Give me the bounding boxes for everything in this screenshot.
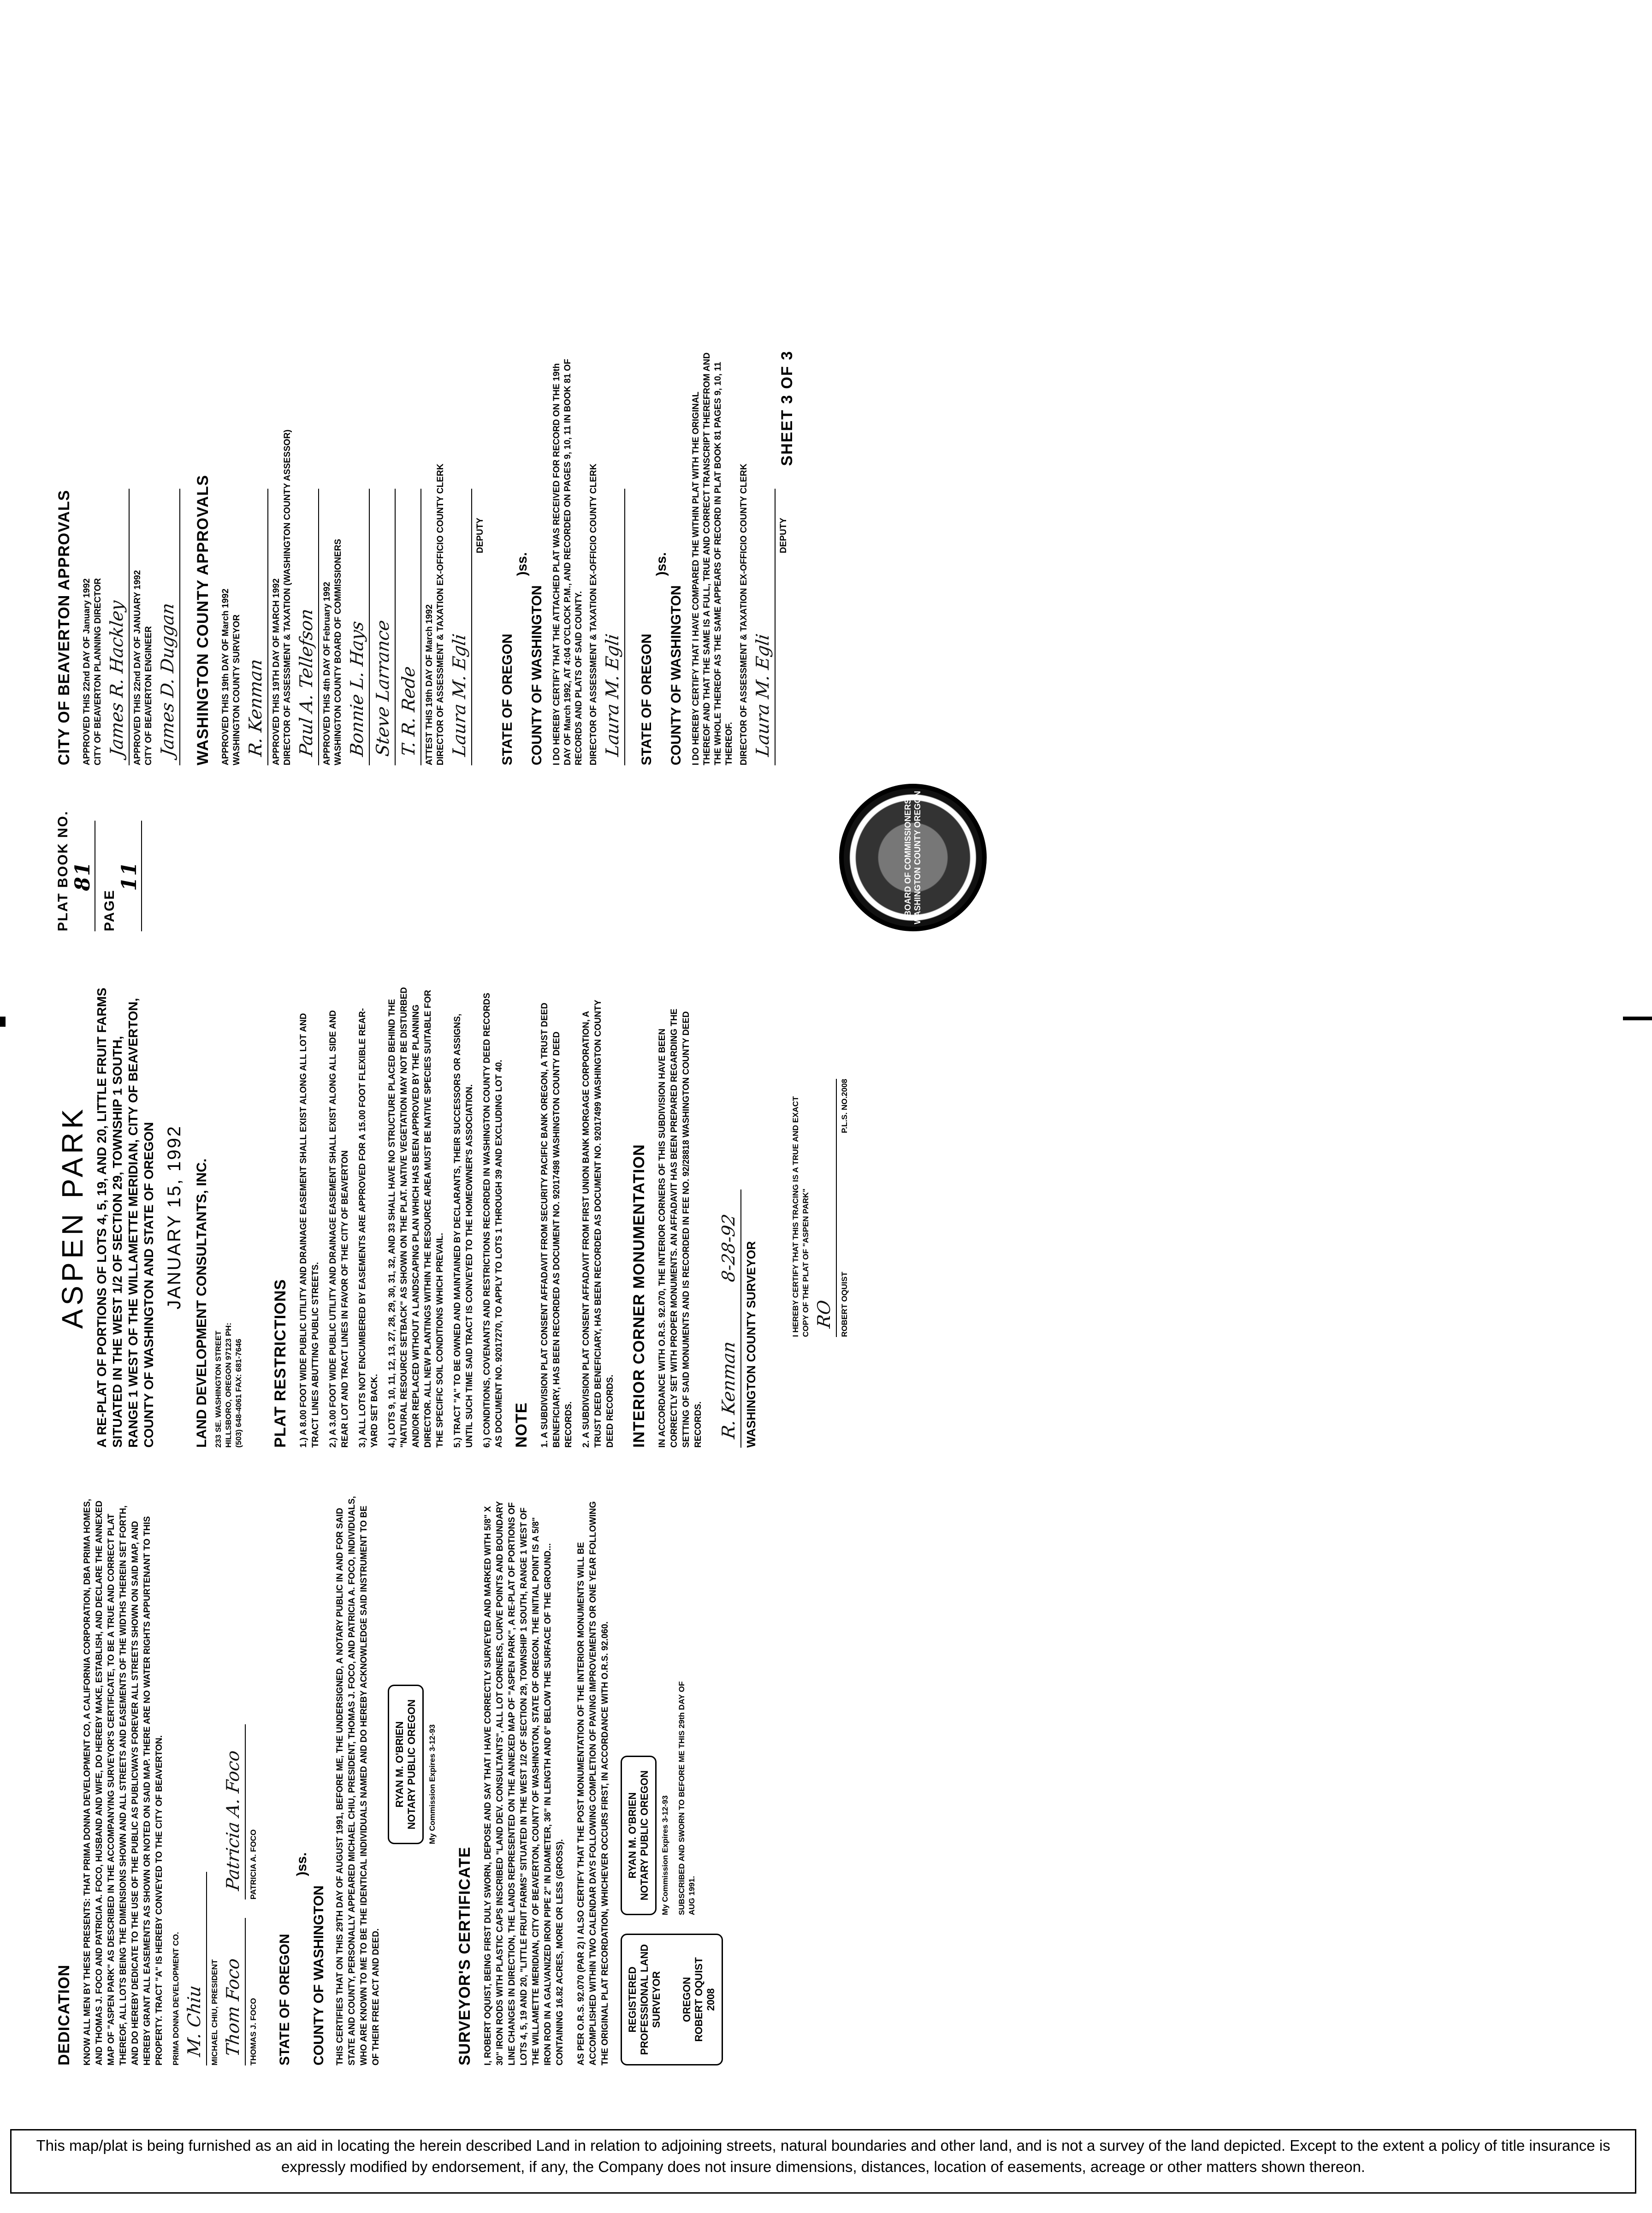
plat-book-label-text: PLAT BOOK NO. bbox=[55, 810, 71, 931]
recording-body: I DO HEREBY CERTIFY THAT THE ATTACHED PLAT WAS RECEIVED FOR RECORD ON THE 19th DAY OF March 1992, AT 4:04 O'CLOCK P.M., AND RECORDED ON PAGES 9, 10, 11 IN BOOK 81 OF RECORDS AND PLATS OF SAID COUNTY. bbox=[552, 359, 584, 765]
compare-sig bbox=[752, 489, 776, 765]
commissioner-sig1-scrawl: Bonnie L. Hays bbox=[347, 620, 367, 758]
restriction-item: 6.) CONDITIONS, COVENANTS AND RESTRICTIONS RECORDED IN WASHINGTON COUNTY DEED RECORDS AS DOCUMENT NO. 92017270, TO APPLY TO LOTS 1 THROUGH 39 AND EXCLUDING LOT 40. bbox=[482, 993, 504, 1448]
beaverton-sig2 bbox=[157, 489, 180, 765]
dedication-body: KNOW ALL MEN BY THESE PRESENTS: THAT PRIMA DONNA DEVELOPMENT CO, A CALIFORNIA CORPORATION, DBA PRIMA HOMES, AND THOMAS J. FOCO AND PATRICIA A. FOCO, HUSBAND AND WIFE, DO HEREBY MAKE, ESTABLISH, AND DECLARE THE ANNEXED MAP OF "ASPEN PARK" AS DESCRIBED IN THE ACCOMPANYING SURVEYOR'S CERTIFICATE, TO BE A TRUE AND CORRECT PLAT THEREOF, ALL LOTS BEING THE DIMENSIONS SHOWN AND ALL STREETS AND EASEMENTS OF THE WIDTHS THEREIN SET FORTH, AND DO HEREBY DEDICATE TO THE USE OF THE PUBLIC AS PUBLICWAYS FOREVER ALL STREETS SHOWN ON SAID MAP, AND HEREBY GRANT ALL EASEMENTS AS SHOWN OR NOTED ON SAID MAP. THERE ARE NO WATER RIGHTS APPURTENANT TO THIS PROPERTY. TRACT "A" IS HEREBY CONVEYED TO THE CITY OF BEAVERTON. bbox=[83, 1498, 164, 2065]
beaverton-row2: APPROVED THIS 22nd DAY OF JANUARY 1992 bbox=[133, 570, 142, 765]
restriction-item: 4.) LOTS 9, 10, 11, 12, 13, 27, 28, 29, 30, 31, 32, AND 33 SHALL HAVE NO STRUCTURE PLACED BEHIND THE "NATURAL RESOURCE SETBACK" AS SHOWN ON THE PLAT. NATIVE VEGETATION MAY NOT BE DISTURBED AND/OR REPLACED WITHOUT A LANDSCAPING PLAN WHICH HAS BEEN APPROVED BY THE PLANNING DIRECTOR. ALL NEW PLANTINGS WITHIN THE RESOURCE AREA MUST BE NATIVE SPECIES SUITABLE FOR THE SPECIFIC SOIL CONDITIONS WHICH PREVAIL. bbox=[387, 987, 445, 1448]
recording-ss: )ss. bbox=[515, 552, 530, 576]
beaverton-sig1-scrawl: James R. Hackley bbox=[107, 599, 127, 758]
edge-tick-right bbox=[1623, 1017, 1652, 1020]
compare-sig-scrawl: Laura M. Egli bbox=[752, 633, 773, 758]
plat-book-label bbox=[55, 793, 95, 931]
note-item: 1. A SUBDIVISION PLAT CONSENT AFFADAVIT FROM SECURITY PACIFIC BANK OREGON, A TRUST DEED BENEFICIARY, HAS BEEN RECORDED AS DOCUMENT NO. 92017498 WASHINGTON COUNTY DEED RECORDS. bbox=[540, 1002, 574, 1448]
firm-name: LAND DEVELOPMENT CONSULTANTS, INC. bbox=[194, 1158, 209, 1448]
notary1-expires: My Commission Expires 3-12-93 bbox=[428, 1724, 437, 1844]
surveyor-stamp-name: ROBERT OQUIST bbox=[693, 1957, 705, 2042]
commissioner-sig2-scrawl: Steve Larrance bbox=[373, 618, 393, 758]
signer-patricia: PATRICIA A. FOCO bbox=[249, 1829, 258, 1899]
county-seal-text: BOARD OF COMMISSIONERS WASHINGTON COUNTY OREGON bbox=[903, 791, 922, 924]
commissioner-sig2 bbox=[373, 489, 396, 765]
notary2-stamp bbox=[621, 1756, 657, 1915]
foco-thomas-signature: Thom Foco bbox=[223, 1957, 243, 2058]
restriction-item: 1.) A 8.00 FOOT WIDE PUBLIC UTILITY AND DRAINAGE EASEMENT SHALL EXIST ALONG ALL LOT AND TRACT LINES ABUTTING PUBLIC STREETS. bbox=[299, 1013, 320, 1448]
washington-attest-who: DIRECTOR OF ASSESSMENT & TAXATION EX-OFFICIO COUNTY CLERK bbox=[436, 463, 445, 765]
compare-body: I DO HEREBY CERTIFY THAT I HAVE COMPARED THE WITHIN PLAT WITH THE ORIGINAL THEREOF AND THAT THE SAME IS A FULL, TRUE AND CORRECT TRANSCRIPT THEREFROM AND THE WHOLE THEREOF AS THE SAME APPEARS OF RECORD IN PLAT BOOK 81 PAGES 9, 10, 11 THEREOF. bbox=[691, 352, 734, 765]
washington-sig2 bbox=[296, 489, 319, 765]
plat-book-number: 81 bbox=[71, 821, 95, 931]
commissioner-sig1 bbox=[347, 489, 370, 765]
restriction-item: 5.) TRACT "A" TO BE OWNED AND MAINTAINED BY DECLARANTS, THEIR SUCCESSORS OR ASSIGNS, UNTIL SUCH TIME SAID TRACT IS CONVEYED TO THE HOMEOWNER'S ASSOCIATION. bbox=[453, 1013, 474, 1448]
county-surveyor-signature-line bbox=[718, 1189, 741, 1448]
beaverton-heading: CITY OF BEAVERTON APPROVALS bbox=[55, 490, 73, 765]
title-column bbox=[55, 987, 850, 1448]
recording-sig-scrawl: Laura M. Egli bbox=[602, 633, 622, 758]
note-item: 2. A SUBDIVISION PLAT CONSENT AFFADAVIT FROM FIRST UNION BANK MORGAGE CORPORATION, A TRUST DEED BENEFICIARY, HAS BEEN RECORDED AS DOCUMENT NO. 92017499 WASHINGTON COUNTY DEED RECORDS. bbox=[581, 1000, 615, 1448]
dedication-heading: DEDICATION bbox=[55, 1964, 73, 2065]
foco-patricia-signature: Patricia A. Foco bbox=[223, 1749, 243, 1892]
washington-row1: APPROVED THIS 19th DAY OF March 1992 bbox=[221, 588, 231, 765]
notary1-ss: )ss. bbox=[294, 1852, 309, 1876]
washington-sig1 bbox=[245, 489, 268, 765]
washington-sig2-scrawl: Paul A. Tellefson bbox=[296, 607, 316, 758]
title-disclaimer: This map/plat is being furnished as an aid in locating the herein described Land in relation to adjoining streets, natural boundaries and other land, and is not a survey of the land depicted. Except to the extent a policy of title insurance is expressly modified by endorsement, if any, the Company does not insure dimensions, distances, location of easements, acreage or other matters shown thereon. bbox=[10, 2129, 1636, 2194]
tracing-signer: ROBERT OQUIST bbox=[840, 1272, 849, 1337]
company-signature-line bbox=[184, 1872, 207, 2065]
washington-row1-who: WASHINGTON COUNTY SURVEYOR bbox=[232, 614, 242, 765]
washington-heading: WASHINGTON COUNTY APPROVALS bbox=[194, 474, 212, 765]
tracing-body: I HEREBY CERTIFY THAT THIS TRACING IS A TRUE AND EXACT COPY OF THE PLAT OF "ASPEN PARK" bbox=[791, 1096, 810, 1337]
notary1-county: COUNTY OF WASHINGTON bbox=[311, 1885, 326, 2065]
washington-row2: APPROVED THIS 19TH DAY OF MARCH 1992 bbox=[272, 578, 281, 765]
washington-row2-who: DIRECTOR OF ASSESSMENT & TAXATION (WASHINGTON COUNTY ASSESSOR) bbox=[283, 429, 292, 765]
notary1-stamp bbox=[388, 1685, 424, 1844]
beaverton-row2-who: CITY OF BEAVERTON ENGINEER bbox=[144, 626, 154, 765]
sheet-number: SHEET 3 OF 3 bbox=[778, 350, 796, 466]
beaverton-sig1 bbox=[107, 489, 130, 765]
surveyor-subscribed: SUBSCRIBED AND SWORN TO BEFORE ME THIS 29th DAY OF AUG 1991. bbox=[677, 1681, 696, 1915]
edge-tick-left bbox=[0, 1017, 6, 1027]
compare-county: COUNTY OF WASHINGTON bbox=[669, 585, 684, 765]
interior-signer: WASHINGTON COUNTY SURVEYOR bbox=[744, 1241, 758, 1448]
compare-state: STATE OF OREGON bbox=[639, 633, 654, 765]
washington-sig1-scrawl: R. Kenman bbox=[245, 657, 266, 758]
plat-title: ASPEN PARK bbox=[56, 1105, 89, 1329]
notary1-state: STATE OF OREGON bbox=[277, 1934, 292, 2065]
notary2-expires: My Commission Expires 3-12-93 bbox=[661, 1795, 669, 1915]
signer-chiu: MICHAEL CHIU, PRESIDENT bbox=[210, 1959, 219, 2065]
compare-ss: )ss. bbox=[654, 552, 669, 576]
plat-date: JANUARY 15, 1992 bbox=[164, 1124, 184, 1310]
surveyor-cert-heading: SURVEYOR'S CERTIFICATE bbox=[456, 1846, 474, 2065]
rotated-plat bbox=[55, 101, 1577, 2065]
restriction-item: 3.) ALL LOTS NOT ENCUMBERED BY EASEMENTS ARE APPROVED FOR A 15.00 FOOT FLEXIBLE REAR-YARD SET BACK. bbox=[358, 1008, 379, 1448]
recording-sig bbox=[602, 489, 625, 765]
note-heading: NOTE bbox=[513, 1402, 530, 1448]
restriction-item: 2.) A 3.00 FOOT WIDE PUBLIC UTILITY AND DRAINAGE EASEMENT SHALL EXIST ALONG ALL SIDE AND REAR LOT AND TRACT LINES IN FAVOR OF THE CITY OF BEAVERTON bbox=[328, 1010, 350, 1448]
beaverton-sig2-scrawl: James D. Duggan bbox=[157, 601, 178, 758]
beaverton-row1-who: CITY OF BEAVERTON PLANNING DIRECTOR bbox=[93, 578, 103, 765]
recording-county: COUNTY OF WASHINGTON bbox=[529, 585, 545, 765]
surveyor-stamp-reg: REGISTERED PROFESSIONAL LAND SURVEYOR bbox=[627, 1944, 662, 2055]
plat-page bbox=[102, 793, 142, 931]
county-seal bbox=[839, 784, 987, 931]
notary1-stamp-name: RYAN M. O'BRIEN bbox=[394, 1721, 405, 1808]
interior-signed-date: 8-28-92 bbox=[718, 1213, 739, 1284]
interior-body: IN ACCORDANCE WITH O.R.S. 92.070, THE INTERIOR CORNERS OF THIS SUBDIVISION HAVE BEEN CORRECTLY SET WITH PROPER MONUMENTS. AN AFFADAVIT HAS BEEN PREPARED REGARDING THE SETTING OF SAID MONUMENTS AND IS RECORDED IN FEE NO. 92/28818 WASHINGTON COUNTY DEED RECORDS. bbox=[657, 1008, 703, 1448]
plat-page-number: 11 bbox=[118, 821, 142, 931]
firm-address: 233 SE. WASHINGTON STREET HILLSBORO, OREGON 97123 PH: (503) 648-4061 FAX: 681-7646 bbox=[214, 1322, 243, 1448]
dedication-company: PRIMA DONNA DEVELOPMENT CO. bbox=[172, 1932, 180, 2065]
washington-row3-who: WASHINGTON COUNTY BOARD OF COMMISSIONERS bbox=[333, 538, 343, 765]
restrictions-heading: PLAT RESTRICTIONS bbox=[272, 1279, 289, 1448]
surveyor-stamp-state: OREGON bbox=[681, 1977, 693, 2022]
plat-subtitle: A RE-PLAT OF PORTIONS OF LOTS 4, 5, 19, AND 20, LITTLE FRUIT FARMS SITUATED IN THE WEST 1/2 OF SECTION 29, TOWNSHIP 1 SOUTH, RANGE 1 WEST OF THE WILLAMETTE MERIDIAN, CITY OF BEAVERTON, COUNTY OF WASHINGTON AND STATE OF OREGON bbox=[95, 988, 156, 1448]
notary1-stamp-title: NOTARY PUBLIC OREGON bbox=[406, 1699, 417, 1829]
surveyor-cert-post-note: AS PER O.R.S. 92.070 (PAR 2) I ALSO CERTIFY THAT THE POST MONUMENTATION OF THE INTERIOR MONUMENTS WILL BE ACCOMPLISHED WITHIN TWO CALENDAR DAYS FOLLOWING COMPLETION OF PAVING IMPROVEMENTS OR ONE YEAR FOLLOWING THE ORIGINAL PLAT RECORDATION, WHICHEVER OCCURS FIRST, IN ACCORDANCE WITH O.R.S. 92.060. bbox=[576, 1501, 610, 2065]
commissioner-sig3-scrawl: T. R. Rede bbox=[398, 665, 419, 758]
foco-patricia-signature-line bbox=[223, 1724, 246, 1899]
recording-state: STATE OF OREGON bbox=[500, 633, 515, 765]
washington-attest-sig bbox=[449, 489, 472, 765]
tracing-signature: RO bbox=[814, 1299, 834, 1330]
interior-heading: INTERIOR CORNER MONUMENTATION bbox=[630, 1144, 648, 1448]
company-signature: M. Chiu bbox=[184, 1984, 204, 2058]
surveyor-cert-body: I, ROBERT OQUIST, BEING FIRST DULY SWORN, DEPOSE AND SAY THAT I HAVE CORRECTLY SURVEYED AND MARKED WITH 5/8" X 30" IRON RODS WITH PLASTIC CAPS INSCRIBED "LAND DEV. CONSULTANTS", ALL LOT CORNERS, CURVE POINTS AND BOUNDARY LINE CHANGES IN DIRECTION, THE LANDS REPRESENTED ON THE ANNEXED MAP OF "ASPEN PARK", A RE-PLAT OF PORTIONS OF LOTS 4, 5, 19 AND 20, "LITTLE FRUIT FARMS" SITUATED IN THE WEST 1/2 OF SECTION 29, TOWNSHIP 1 SOUTH, RANGE 1 WEST OF THE WILLAMETTE MERIDIAN, CITY OF BEAVERTON, COUNTY OF WASHINGTON, STATE OF OREGON. THE INITIAL POINT IS A 5/8" IRON ROD IN A GALVANIZED IRON PIPE 2" IN DIAMETER, 36" IN LENGTH AND 6" BELOW THE SURFACE OF THE GROUND... CONTAINING 16.82 ACRES, MORE OR LESS (GROSS). bbox=[483, 1501, 565, 2065]
washington-attest: ATTEST THIS 19th DAY OF March 1992 bbox=[425, 604, 434, 765]
washington-row3: APPROVED THIS 4th DAY OF February 1992 bbox=[322, 581, 332, 765]
notary2-stamp-title: NOTARY PUBLIC OREGON bbox=[639, 1770, 650, 1900]
notary1-body: THIS CERTIFIES THAT ON THIS 29TH DAY OF AUGUST 1991, BEFORE ME, THE UNDERSIGNED, A NOTARY PUBLIC IN AND FOR SAID STATE AND COUNTY, PERSONALLY APPEARED MICHAEL CHIU, PRESIDENT, THOMAS J. FOCO, AND PATRICIA A. FOCO, INDIVIDUALS, WHO ARE KNOWN TO ME TO BE THE IDENTICAL INDIVIDUALS NAMED AND DO HEREBY ACKNOWLEDGE SAID INSTRUMENT TO BE OF THEIR FREE ACT AND DEED. bbox=[335, 1496, 381, 2065]
commissioner-sig3 bbox=[398, 489, 421, 765]
approvals-column bbox=[55, 120, 796, 765]
compare-who: DIRECTOR OF ASSESSMENT & TAXATION EX-OFFICIO COUNTY CLERK bbox=[739, 463, 749, 765]
compare-deputy: DEPUTY bbox=[779, 517, 788, 553]
dedication-column bbox=[55, 1494, 723, 2065]
restrictions-list bbox=[298, 987, 505, 1448]
tracing-signature-line bbox=[814, 1079, 837, 1337]
notary2-stamp-name: RYAN M. O'BRIEN bbox=[627, 1792, 638, 1879]
tracing-pls: P.L.S. NO.2008 bbox=[840, 1079, 849, 1133]
foco-thomas-signature-line bbox=[223, 1918, 246, 2065]
surveyor-stamp bbox=[621, 1934, 723, 2065]
washington-attest-sig-scrawl: Laura M. Egli bbox=[449, 633, 469, 758]
platbook-column bbox=[55, 791, 922, 931]
surveyor-stamp-number: 2008 bbox=[705, 1988, 716, 2011]
recording-who: DIRECTOR OF ASSESSMENT & TAXATION EX-OFFICIO COUNTY CLERK bbox=[589, 463, 598, 765]
plat-page-label: PAGE bbox=[102, 889, 117, 931]
signer-thomas: THOMAS J. FOCO bbox=[249, 1998, 258, 2065]
county-surveyor-signature: R. Kenman bbox=[718, 1340, 739, 1440]
beaverton-row1: APPROVED THIS 22nd DAY OF January 1992 bbox=[82, 578, 92, 765]
washington-deputy: DEPUTY bbox=[475, 517, 485, 553]
